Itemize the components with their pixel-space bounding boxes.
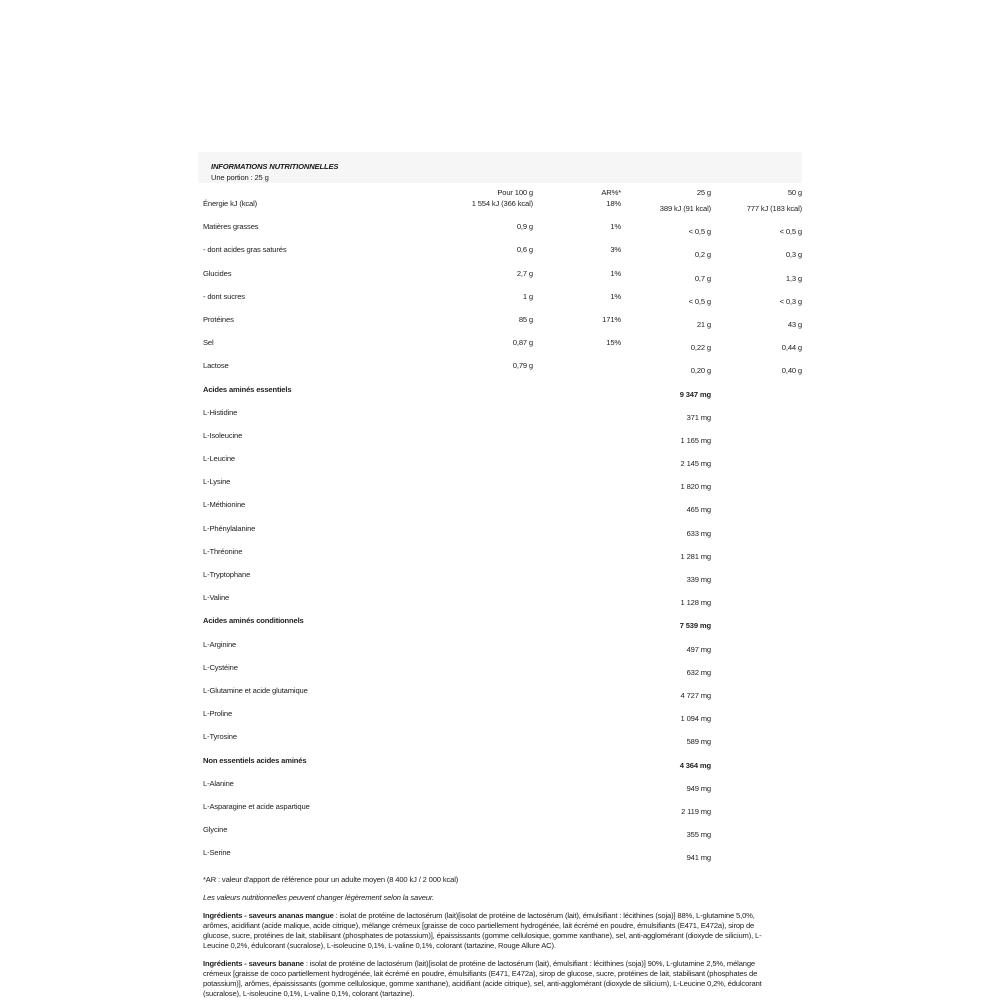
value-50g — [711, 732, 802, 755]
value-25g: 4 727 mg — [680, 690, 711, 700]
value-ar — [533, 779, 621, 802]
value-ar — [533, 848, 621, 871]
ingredients-label: Ingrédients - saveurs ananas mangue — [203, 911, 334, 921]
table-row — [198, 732, 802, 755]
value-50g — [711, 640, 802, 663]
value-25g: 1 165 mg — [680, 435, 711, 445]
value-ar: 171% — [602, 314, 621, 324]
portion-size: Une portion : 25 g — [211, 173, 269, 182]
column-header-25g: 25 g — [696, 188, 711, 197]
value-ar — [533, 547, 621, 570]
value-per100: 1 554 kJ (366 kcal) — [471, 199, 533, 208]
value-25g: 2 145 mg — [680, 459, 711, 469]
value-ar: 15% — [606, 338, 621, 348]
table-header-row — [198, 183, 802, 199]
value-ar: 18% — [606, 199, 621, 208]
row-label: Lactose — [203, 361, 229, 371]
table-row — [198, 802, 802, 825]
row-label: L-Histidine — [203, 407, 238, 417]
table-row — [198, 199, 802, 222]
table-section-row — [198, 385, 802, 408]
row-label: L-Cystéine — [203, 662, 238, 672]
row-label: L-Lysine — [203, 477, 231, 487]
value-25g: 355 mg — [686, 830, 711, 840]
value-per100 — [465, 431, 533, 454]
value-25g: 0,20 g — [690, 366, 711, 376]
value-per100 — [465, 477, 533, 500]
row-label: L-Arginine — [203, 639, 237, 649]
value-25g: 589 mg — [686, 737, 711, 747]
column-header-ar: AR%* — [601, 188, 621, 197]
value-per100: 0,79 g — [512, 361, 533, 371]
value-ar — [533, 570, 621, 593]
table-row — [198, 269, 802, 292]
row-label: Glycine — [203, 825, 228, 835]
value-ar — [533, 686, 621, 709]
value-per100: 0,6 g — [516, 245, 533, 255]
row-label: Énergie kJ (kcal) — [203, 199, 257, 208]
value-ar — [533, 524, 621, 547]
row-label: L-Tyrosine — [203, 732, 237, 742]
value-50g — [711, 385, 802, 408]
nutrition-title: INFORMATIONS NUTRITIONNELLES — [211, 162, 339, 171]
value-50g: 0,40 g — [781, 366, 802, 376]
table-row — [198, 338, 802, 361]
flavor-note: Les valeurs nutritionnelles peuvent changer légèrement selon la saveur. — [203, 893, 434, 903]
value-per100: 0,87 g — [512, 338, 533, 348]
value-ar — [533, 616, 621, 639]
column-header-50g: 50 g — [787, 188, 802, 197]
ar-footnote: *AR : valeur d'apport de référence pour un adulte moyen (8 400 kJ / 2 000 kcal) — [203, 875, 459, 885]
value-50g — [711, 500, 802, 523]
column-header — [198, 183, 465, 199]
value-ar — [533, 732, 621, 755]
value-25g: 0,2 g — [694, 250, 711, 260]
value-per100 — [465, 547, 533, 570]
table-row — [198, 292, 802, 315]
value-50g: 0,44 g — [781, 343, 802, 353]
value-ar — [533, 361, 621, 384]
value-50g — [711, 709, 802, 732]
value-50g — [711, 524, 802, 547]
row-label: Acides aminés essentiels — [203, 384, 292, 394]
table-row — [198, 315, 802, 338]
table-row — [198, 686, 802, 709]
table-row — [198, 848, 802, 871]
value-per100 — [465, 570, 533, 593]
value-per100 — [465, 593, 533, 616]
value-25g: < 0,5 g — [688, 227, 711, 237]
table-row — [198, 500, 802, 523]
table-row — [198, 431, 802, 454]
value-ar — [533, 663, 621, 686]
value-25g: 371 mg — [686, 412, 711, 422]
value-25g: 1 128 mg — [680, 598, 711, 608]
value-50g — [711, 756, 802, 779]
value-25g: < 0,5 g — [688, 296, 711, 306]
table-row — [198, 245, 802, 268]
value-50g — [711, 454, 802, 477]
value-50g: 43 g — [787, 319, 802, 329]
value-50g: < 0,3 g — [779, 296, 802, 306]
value-per100 — [465, 408, 533, 431]
ingredients-banane — [203, 959, 778, 999]
row-label: - dont sucres — [203, 291, 245, 301]
value-ar — [533, 500, 621, 523]
ingredients-ananas-mangue — [203, 911, 778, 951]
value-per100 — [465, 848, 533, 871]
table-row — [198, 570, 802, 593]
value-ar: 1% — [610, 268, 621, 278]
value-50g — [711, 547, 802, 570]
value-50g — [711, 802, 802, 825]
value-50g — [711, 431, 802, 454]
row-label: L-Thréonine — [203, 546, 243, 556]
nutrition-table — [198, 183, 802, 871]
value-per100 — [465, 500, 533, 523]
value-per100 — [465, 524, 533, 547]
row-label: L-Phénylalanine — [203, 523, 256, 533]
table-row — [198, 524, 802, 547]
value-50g — [711, 825, 802, 848]
row-label: Non essentiels acides aminés — [203, 755, 307, 765]
row-label: L-Isoleucine — [203, 430, 243, 440]
value-50g — [711, 593, 802, 616]
nutrition-sheet — [198, 152, 802, 1007]
value-ar — [533, 408, 621, 431]
value-25g: 632 mg — [686, 667, 711, 677]
table-row — [198, 477, 802, 500]
table-row — [198, 663, 802, 686]
value-per100 — [465, 709, 533, 732]
ingredients-label: Ingrédients - saveurs banane — [203, 959, 304, 969]
table-row — [198, 593, 802, 616]
value-50g: 0,3 g — [785, 250, 802, 260]
row-label: Acides aminés conditionnels — [203, 616, 304, 626]
value-ar — [533, 593, 621, 616]
row-label: L-Glutamine et acide glutamique — [203, 685, 308, 695]
value-per100 — [465, 663, 533, 686]
value-per100 — [465, 802, 533, 825]
value-per100: 85 g — [518, 314, 533, 324]
value-50g — [711, 663, 802, 686]
value-25g: 1 820 mg — [680, 482, 711, 492]
value-50g — [711, 616, 802, 639]
value-ar — [533, 709, 621, 732]
value-25g: 389 kJ (91 kcal) — [659, 204, 711, 213]
ingredients-text: : isolat de protéine de lactosérum (lait)[isolat de protéine de lactosérum (lait), émulsifiant : lécithines (soja)] 90%, L-glutamine 2,5%, mélange crémeux [graisse de coco partiellement hydrogénée, lait écrémé en poudre, émulsifiants (E471, E472a), sirop de glucose, sucre, protéines de lait, stabilisant (phosphates de potassium)], arômes, épaississants (gomme cellulosique, gomme xanthane), acidifiant (acide citrique), sel, anti-agglomérant (dioxyde de silicium), L-Leucine 0,2%, édulcorant (sucralose), L-isoleucine 0,1%, L-valine 0,1%, colorant (tartazine). — [203, 959, 762, 999]
footnotes — [198, 875, 802, 999]
value-25g: 1 281 mg — [680, 551, 711, 561]
value-25g: 1 094 mg — [680, 714, 711, 724]
value-50g — [711, 686, 802, 709]
value-ar: 1% — [610, 222, 621, 232]
table-row — [198, 361, 802, 384]
value-25g: 2 119 mg — [681, 806, 711, 816]
value-ar: 1% — [610, 291, 621, 301]
value-25g: 497 mg — [686, 644, 711, 654]
value-25g: 941 mg — [686, 853, 711, 863]
table-row — [198, 640, 802, 663]
value-ar — [533, 431, 621, 454]
value-50g — [711, 570, 802, 593]
row-label: L-Alanine — [203, 778, 234, 788]
value-ar — [533, 802, 621, 825]
column-header-per100: Pour 100 g — [497, 188, 533, 197]
row-label: Glucides — [203, 268, 232, 278]
table-row — [198, 222, 802, 245]
value-25g: 633 mg — [686, 528, 711, 538]
table-row — [198, 547, 802, 570]
value-50g: 1,3 g — [785, 273, 802, 283]
value-ar — [533, 640, 621, 663]
value-25g: 465 mg — [686, 505, 711, 515]
value-50g — [711, 779, 802, 802]
row-label: L-Asparagine et acide aspartique — [203, 801, 310, 811]
value-25g: 9 347 mg — [679, 389, 711, 399]
row-label: L-Leucine — [203, 454, 236, 464]
value-ar: 3% — [610, 245, 621, 255]
value-25g: 0,22 g — [690, 343, 711, 353]
value-50g — [711, 408, 802, 431]
row-label: L-Valine — [203, 593, 230, 603]
row-label: Matières grasses — [203, 222, 259, 232]
row-label: L-Méthionine — [203, 500, 246, 510]
row-label: Protéines — [203, 314, 234, 324]
value-per100 — [465, 825, 533, 848]
row-label: Sel — [203, 338, 214, 348]
value-per100 — [465, 385, 533, 408]
value-ar — [533, 385, 621, 408]
value-50g — [711, 848, 802, 871]
nutrition-header — [198, 152, 802, 183]
value-per100 — [465, 616, 533, 639]
value-per100 — [465, 640, 533, 663]
value-per100: 1 g — [522, 291, 533, 301]
value-per100 — [465, 779, 533, 802]
row-label: - dont acides gras saturés — [203, 245, 287, 255]
table-section-row — [198, 616, 802, 639]
value-25g: 949 mg — [686, 783, 711, 793]
value-per100: 2,7 g — [516, 268, 533, 278]
table-row — [198, 454, 802, 477]
value-ar — [533, 477, 621, 500]
value-25g: 0,7 g — [694, 273, 711, 283]
value-per100 — [465, 756, 533, 779]
value-per100 — [465, 686, 533, 709]
row-label: L-Serine — [203, 848, 231, 858]
value-25g: 339 mg — [686, 575, 711, 584]
table-row — [198, 408, 802, 431]
value-50g: < 0,5 g — [779, 227, 802, 237]
table-row — [198, 825, 802, 848]
value-ar — [533, 454, 621, 477]
value-per100 — [465, 732, 533, 755]
value-25g: 21 g — [696, 319, 711, 329]
table-row — [198, 709, 802, 732]
value-50g — [711, 477, 802, 500]
value-per100: 0,9 g — [516, 222, 533, 232]
value-50g: 777 kJ (183 kcal) — [746, 204, 802, 213]
table-row — [198, 779, 802, 802]
value-ar — [533, 756, 621, 779]
row-label: L-Proline — [203, 709, 233, 719]
value-25g: 4 364 mg — [679, 760, 711, 770]
table-section-row — [198, 756, 802, 779]
value-ar — [533, 825, 621, 848]
value-25g: 7 539 mg — [679, 621, 711, 631]
ingredients-text: : isolat de protéine de lactosérum (lait)[isolat de protéine de lactosérum (lait), émulsifiant : lécithines (soja)] 88%, L-glutamine 5,0%, arômes, acidifiant (acide malique, acide citrique), mélange crémeux [graisse de coco partiellement hydrogénée, lait écrémé en poudre, émulsifiants (E471, E472a), sirop de glucose, sucre, protéines de lait, stabilisant (phosphates de potassium)], épaississants (gomme cellulosique, gomme xanthane), sel, anti-agglomérant (dioxyde de silicium), L-Leucine 0,2%, édulcorant (sucralose), L-isoleucine 0,1%, L-valine 0,1%, colorant (tartazine, Rouge Allure AC). — [203, 911, 762, 951]
row-label: L-Tryptophane — [203, 570, 251, 579]
value-per100 — [465, 454, 533, 477]
